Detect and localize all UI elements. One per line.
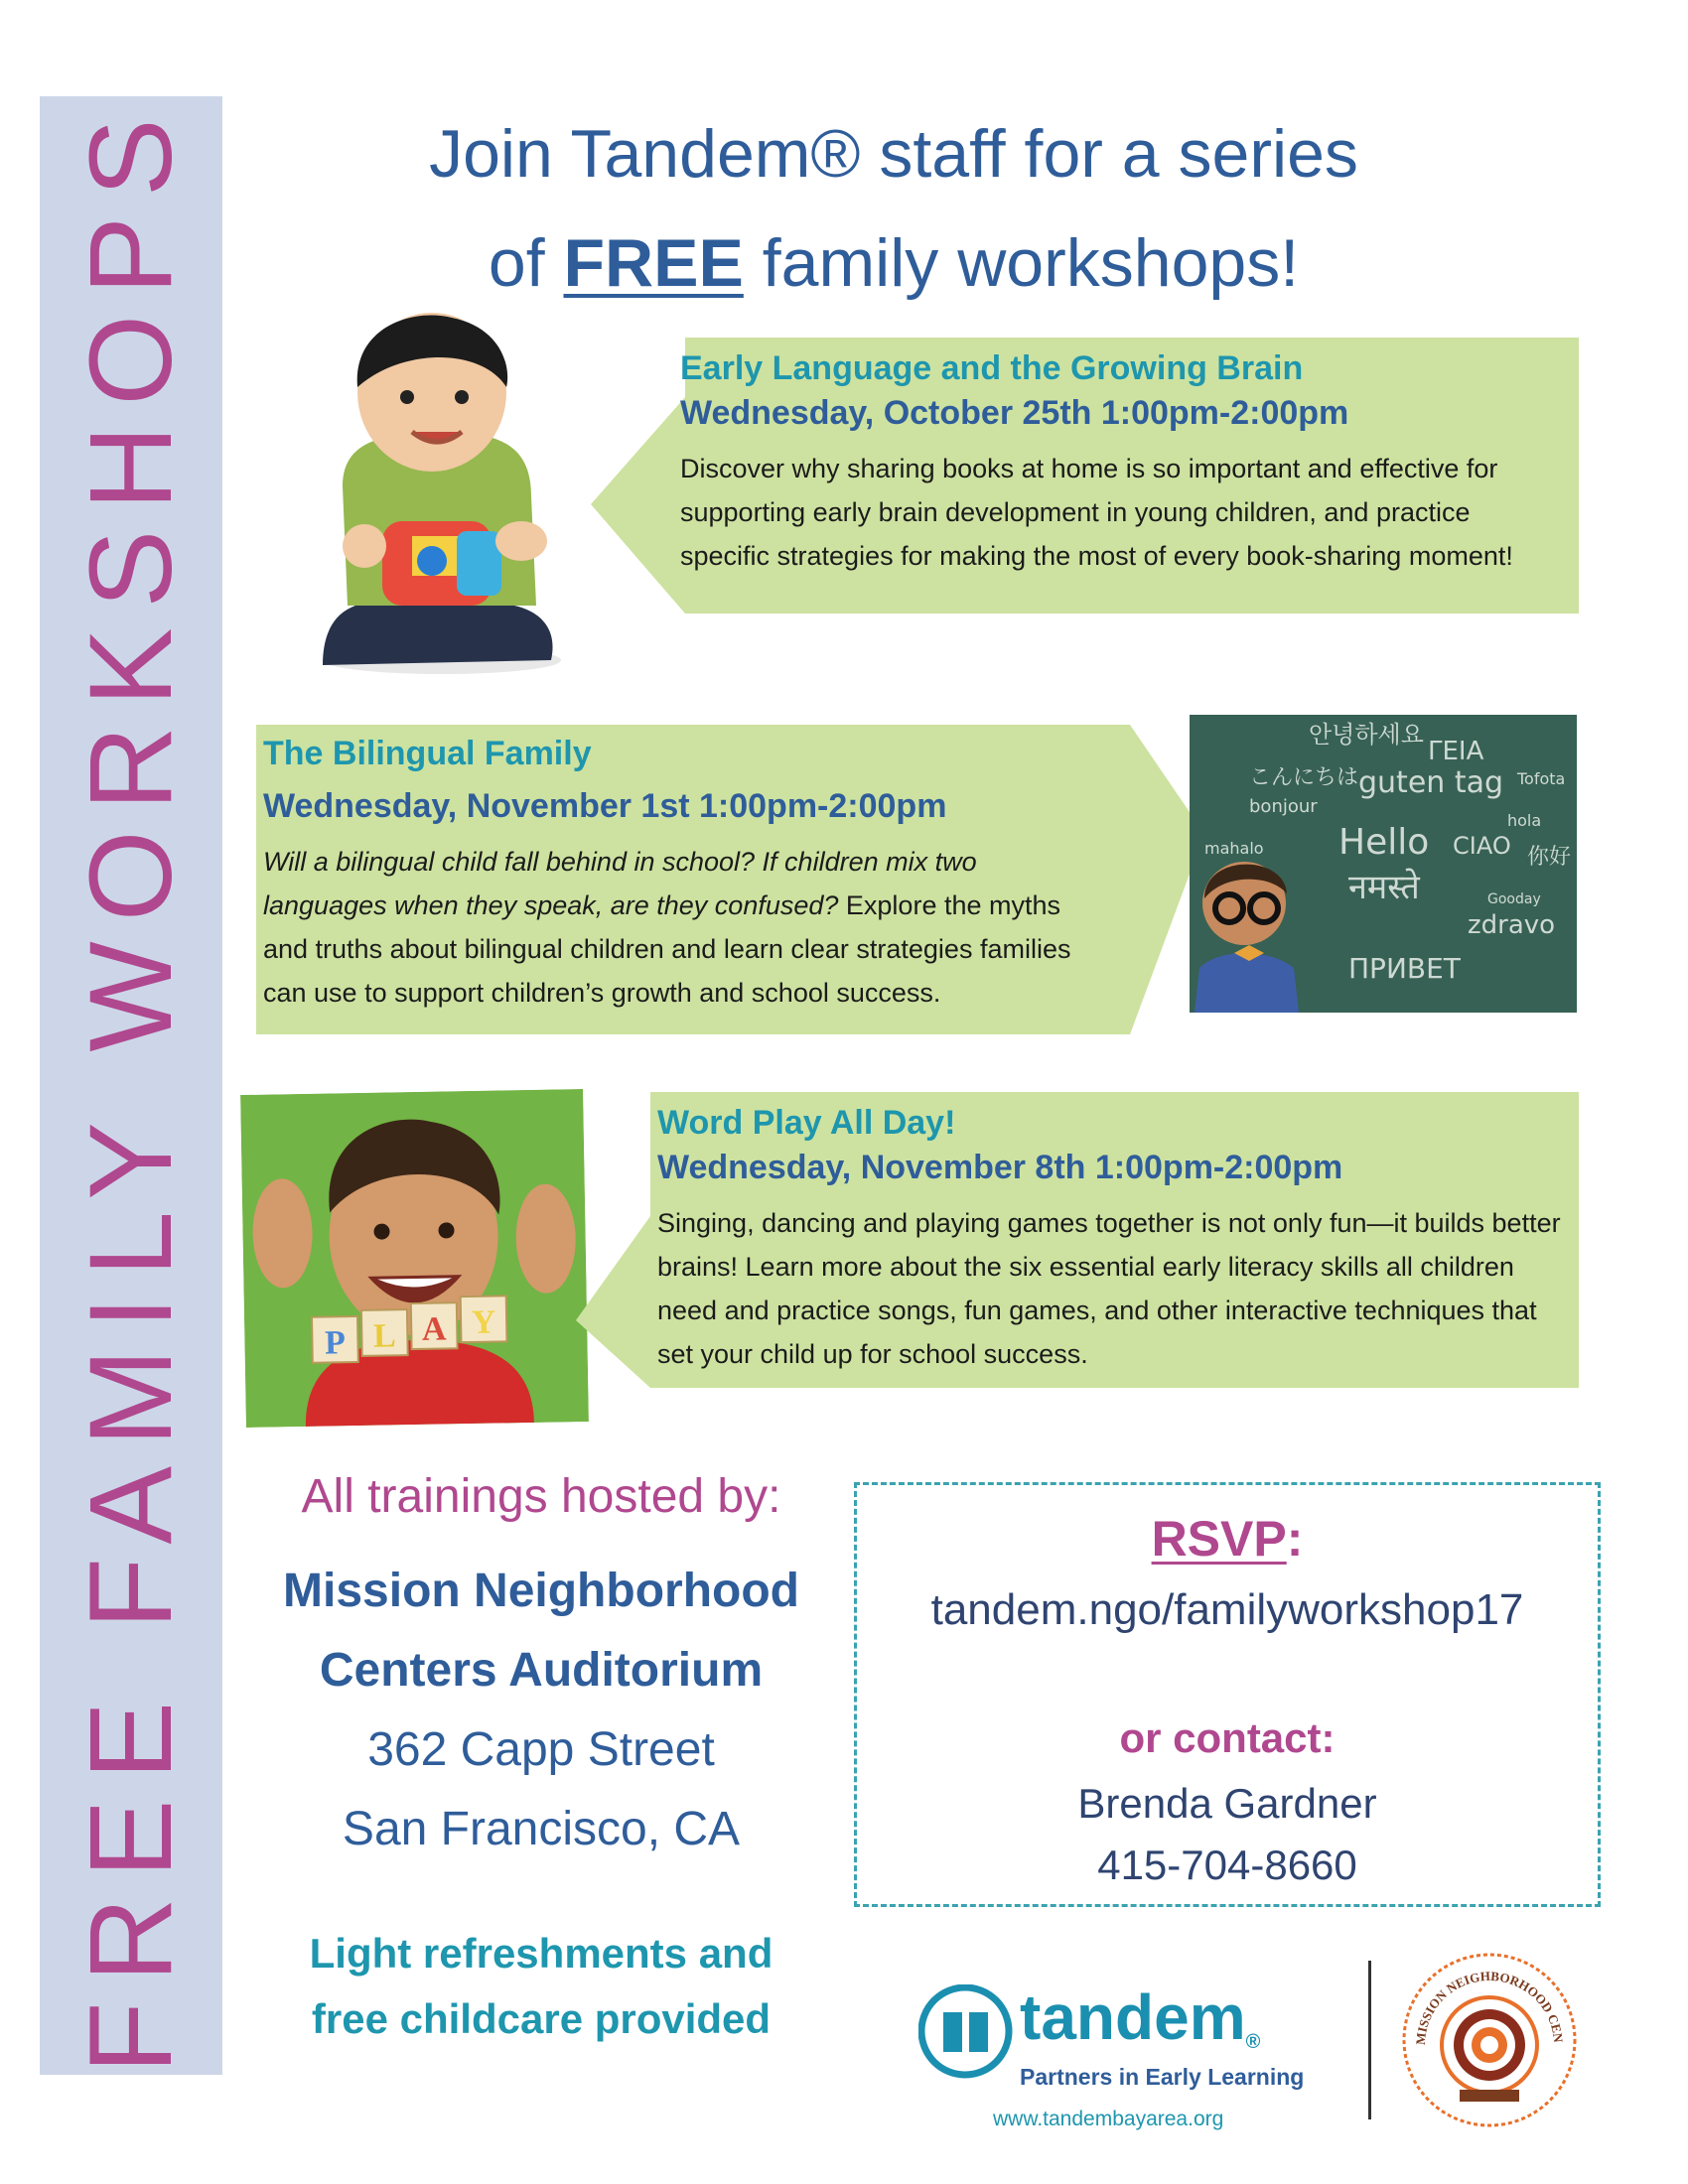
chalk-word: 안녕하세요 bbox=[1309, 721, 1424, 749]
headline-free: FREE bbox=[563, 225, 744, 301]
rsvp-box bbox=[854, 1482, 1601, 1907]
boy-blocks-photo bbox=[240, 1089, 589, 1428]
headline-line2: of FREE family workshops! bbox=[488, 225, 1300, 301]
tandem-logo: tandem® Partners in Early Learning www.tandembayarea.org bbox=[918, 1980, 1355, 2139]
chalk-word: CIAO bbox=[1453, 832, 1511, 860]
workshop-2-date: Wednesday, November 1st 1:00pm-2:00pm bbox=[263, 787, 947, 825]
headline bbox=[298, 99, 1489, 318]
chalk-word: zdravo bbox=[1468, 910, 1556, 940]
workshop-1-date: Wednesday, October 25th 1:00pm-2:00pm bbox=[680, 394, 1349, 432]
hosted-label: All trainings hosted by: bbox=[301, 1470, 781, 1523]
rsvp-url[interactable]: tandem.ngo/familyworkshop17 bbox=[930, 1585, 1524, 1634]
letter-block bbox=[312, 1316, 358, 1363]
letter-block bbox=[411, 1302, 458, 1349]
chalk-word: Tofota bbox=[1517, 769, 1566, 788]
address-line1: 362 Capp Street bbox=[367, 1723, 715, 1776]
tandem-name: tandem bbox=[1020, 1981, 1246, 2053]
workshop-3-title: Word Play All Day! bbox=[657, 1104, 956, 1142]
logo-divider bbox=[1368, 1961, 1371, 2119]
or-contact-label: or contact: bbox=[1119, 1714, 1336, 1761]
chalk-word: Hello bbox=[1338, 822, 1430, 863]
svg-text:A: A bbox=[421, 1310, 447, 1348]
chalk-word: ПРИВЕТ bbox=[1348, 952, 1461, 985]
workshop-3-date: Wednesday, November 8th 1:00pm-2:00pm bbox=[657, 1149, 1343, 1186]
letter-block bbox=[461, 1296, 507, 1342]
letter-block bbox=[361, 1309, 408, 1356]
workshop-2-description: Will a bilingual child fall behind in school? If children mix two languages when they speak, are they confused? Explore the myths and truths about bilingual children and learn clear strategies families can use to support children’s growth and school success. bbox=[263, 847, 1071, 1008]
headline-line1: Join Tandem® staff for a series bbox=[429, 116, 1358, 192]
hosted-by bbox=[243, 1469, 839, 1869]
chalk-word: mahalo bbox=[1204, 839, 1264, 858]
refreshments-note: Light refreshments and free childcare provided bbox=[309, 1930, 774, 2042]
workshop-3-description: Singing, dancing and playing games together is not only fun—it builds better brains! Learn more about the six essential early literacy skills all children need and practice songs, fun games, and other interactive techniques that set your child up for school success. bbox=[657, 1208, 1561, 1369]
chalk-word: नमस्ते bbox=[1348, 868, 1420, 907]
chalk-word: こんにちは bbox=[1249, 765, 1359, 790]
tandem-website[interactable]: www.tandembayarea.org bbox=[993, 2108, 1224, 2130]
contact-name: Brenda Gardner bbox=[1077, 1780, 1377, 1827]
address-line2: San Francisco, CA bbox=[342, 1803, 741, 1855]
svg-text:P: P bbox=[324, 1324, 347, 1362]
workshop-1-description: Discover why sharing books at home is so important and effective for supporting early brain development in young children, and practice specific strategies for making the most of every book-sharing moment! bbox=[680, 454, 1513, 571]
venue-line2: Centers Auditorium bbox=[319, 1644, 764, 1697]
tandem-tagline: Partners in Early Learning bbox=[1020, 2064, 1305, 2090]
workshop-1-title: Early Language and the Growing Brain bbox=[680, 349, 1304, 387]
toddler-photo bbox=[283, 308, 601, 680]
svg-text:Y: Y bbox=[471, 1303, 496, 1342]
tandem-book-icon bbox=[918, 1984, 1013, 2079]
side-banner bbox=[40, 96, 222, 2075]
venue-line1: Mission Neighborhood bbox=[283, 1565, 799, 1617]
chalk-word: ΓΕΙΑ bbox=[1428, 737, 1484, 766]
chalk-word: 你好 bbox=[1527, 845, 1572, 870]
mnc-logo bbox=[1400, 1951, 1579, 2134]
side-banner-title: FREE FAMILY WORKSHOPS bbox=[66, 97, 197, 2074]
chalkboard-photo bbox=[1190, 715, 1577, 1013]
chalk-word: hola bbox=[1507, 811, 1542, 830]
mnc-ring-text: MISSION NEIGHBORHOOD CEN bbox=[1412, 1968, 1567, 2046]
chalk-word: bonjour bbox=[1249, 796, 1318, 817]
rsvp-title: RSVP: bbox=[1151, 1511, 1304, 1567]
contact-phone[interactable]: 415-704-8660 bbox=[1097, 1842, 1357, 1888]
chalk-word: guten tag bbox=[1358, 765, 1504, 800]
chalk-word: Gooday bbox=[1487, 891, 1541, 907]
svg-text:L: L bbox=[372, 1317, 397, 1355]
workshop-2-title: The Bilingual Family bbox=[263, 735, 592, 772]
